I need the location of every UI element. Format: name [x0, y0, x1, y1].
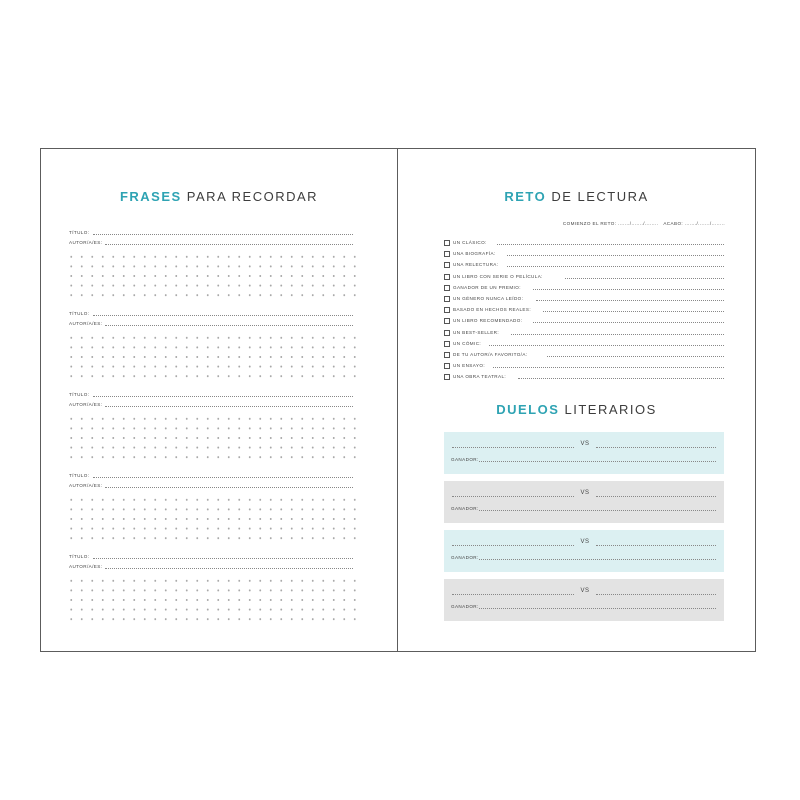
entry-author-field[interactable]: [69, 399, 353, 409]
vs-label: VS: [580, 490, 590, 496]
dotted-line: [507, 255, 724, 256]
duels-title: [398, 402, 755, 417]
checklist-item-label: UNA RELECTURA:: [453, 262, 499, 268]
contender-b-line[interactable]: [596, 594, 716, 595]
checkbox[interactable]: [444, 330, 450, 336]
entry-author-field[interactable]: [69, 237, 353, 247]
notebook-spread: [40, 148, 756, 654]
dotted-line: [93, 558, 353, 559]
dotted-line: [511, 334, 724, 335]
checkbox[interactable]: [444, 285, 450, 291]
dotted-line: [497, 244, 724, 245]
checklist-item[interactable]: [453, 360, 724, 370]
checkbox[interactable]: [444, 341, 450, 347]
checklist-item-label: UN GÉNERO NUNCA LEÍDO:: [453, 296, 524, 301]
entry-title-label: TÍTULO:: [69, 392, 90, 397]
checklist-item[interactable]: [453, 259, 724, 269]
challenge-dates: [563, 221, 725, 226]
checklist-item-label: UN CÓMIC:: [453, 340, 482, 346]
winner-field[interactable]: [451, 601, 716, 611]
duel-box[interactable]: [444, 530, 724, 572]
checklist-item[interactable]: [453, 293, 724, 303]
checklist-item[interactable]: [453, 248, 724, 258]
checklist-item[interactable]: [453, 349, 724, 359]
checklist-item[interactable]: [453, 237, 724, 247]
winner-label: GANADOR:: [451, 555, 479, 560]
checklist-item[interactable]: [453, 271, 724, 281]
dotted-line: [105, 568, 353, 569]
title-rest: LITERARIOS: [559, 402, 657, 417]
dotted-line: [105, 244, 353, 245]
entry-author-label: AUTOR/A/ES:: [69, 321, 103, 326]
checklist-item-label: UN BEST-SELLER:: [453, 329, 500, 335]
checklist-item-label: UN LIBRO CON SERIE O PELÍCULA:: [453, 273, 543, 279]
duel-box[interactable]: [444, 432, 724, 474]
vs-label: VS: [580, 539, 590, 545]
contender-b-line[interactable]: [596, 545, 716, 546]
checklist-item-label: GANADOR DE UN PREMIO:: [453, 284, 521, 290]
checklist-item[interactable]: [453, 304, 724, 314]
checklist-item[interactable]: [453, 315, 724, 325]
checklist-item-label: DE TU AUTOR/A FAVORITO/A:: [453, 352, 528, 357]
winner-field[interactable]: [451, 454, 716, 464]
duel-box[interactable]: [444, 481, 724, 523]
checklist-item-label: BASADO EN HECHOS REALES:: [453, 307, 532, 313]
dot-grid-writing-area[interactable]: [66, 252, 356, 300]
end-date-label[interactable]: ACABO: ......./......./........: [663, 221, 725, 226]
checklist-item-label: UNA BIOGRAFÍA:: [453, 251, 496, 257]
entry-title-label: TÍTULO:: [69, 230, 90, 235]
dotted-line: [479, 559, 716, 560]
dotted-line: [93, 396, 353, 397]
duel-box[interactable]: [444, 579, 724, 621]
dotted-line: [479, 510, 716, 511]
entry-title-label: TÍTULO:: [69, 554, 90, 559]
contender-a-line[interactable]: [452, 594, 574, 595]
dotted-line: [507, 266, 724, 267]
entry-author-label: AUTOR/A/ES:: [69, 240, 103, 245]
winner-field[interactable]: [451, 503, 716, 513]
start-date-label[interactable]: COMIENZO EL RETO: ......./......./........: [562, 221, 659, 226]
checkbox[interactable]: [444, 307, 450, 313]
contender-b-line[interactable]: [596, 447, 716, 448]
title-accent: DUELOS: [496, 402, 560, 417]
dotted-line: [93, 315, 353, 316]
vs-label: VS: [580, 441, 590, 447]
dotted-line: [105, 487, 353, 488]
entry-title-label: TÍTULO:: [69, 473, 90, 478]
dotted-line: [543, 311, 724, 312]
dotted-line: [93, 477, 353, 478]
dotted-line: [536, 300, 724, 301]
checkbox[interactable]: [444, 251, 450, 257]
entry-title-field[interactable]: [69, 389, 353, 399]
checklist-item[interactable]: [453, 338, 724, 348]
entry-author-field[interactable]: [69, 561, 353, 571]
winner-label: GANADOR:: [451, 457, 479, 462]
dotted-line: [565, 278, 724, 279]
contender-a-line[interactable]: [452, 545, 574, 546]
dot-grid-writing-area[interactable]: [66, 333, 356, 381]
checkbox[interactable]: [444, 240, 450, 246]
dotted-line: [489, 345, 724, 346]
checklist-item-label: UNA OBRA TEATRAL:: [453, 374, 507, 380]
entry-title-field[interactable]: [69, 227, 353, 237]
dot-grid-writing-area[interactable]: [66, 495, 356, 543]
contender-a-line[interactable]: [452, 496, 574, 497]
dotted-line: [479, 608, 716, 609]
dotted-line: [533, 289, 724, 290]
title-accent: FRASES: [119, 189, 182, 204]
dotted-line: [547, 356, 724, 357]
checklist-item-label: UN CLÁSICO:: [453, 240, 487, 245]
dot-grid-writing-area[interactable]: [66, 414, 356, 462]
entry-author-label: AUTOR/A/ES:: [69, 483, 103, 488]
winner-label: GANADOR:: [451, 506, 479, 511]
entry-title-field[interactable]: [69, 308, 353, 318]
dotted-line: [493, 367, 724, 368]
left-page-title: [41, 189, 397, 204]
entry-author-label: AUTOR/A/ES:: [69, 564, 103, 569]
entry-author-field[interactable]: [69, 480, 353, 490]
checkbox[interactable]: [444, 262, 450, 268]
checklist-item[interactable]: [453, 282, 724, 292]
entry-title-label: TÍTULO:: [69, 311, 90, 316]
right-page: [397, 148, 756, 652]
winner-field[interactable]: [451, 552, 716, 562]
entry-author-field[interactable]: [69, 318, 353, 328]
vs-label: VS: [580, 588, 590, 594]
checkbox[interactable]: [444, 352, 450, 358]
checklist-item-label: UN LIBRO RECOMENDADO:: [453, 318, 523, 324]
checkbox[interactable]: [444, 296, 450, 302]
checkbox[interactable]: [444, 274, 450, 280]
dotted-line: [533, 322, 724, 323]
title-accent: RETO: [504, 189, 547, 204]
left-page: [40, 148, 398, 652]
entry-author-label: AUTOR/A/ES:: [69, 402, 103, 407]
challenge-title: [398, 189, 755, 204]
checkbox[interactable]: [444, 318, 450, 324]
contender-a-line[interactable]: [452, 447, 574, 448]
checkbox[interactable]: [444, 363, 450, 369]
title-rest: PARA RECORDAR: [181, 189, 319, 204]
entry-title-field[interactable]: [69, 551, 353, 561]
entry-title-field[interactable]: [69, 470, 353, 480]
checklist-item-label: UN ENSAYO:: [453, 363, 485, 369]
dot-grid-writing-area[interactable]: [66, 576, 356, 624]
checklist-item[interactable]: [453, 371, 724, 381]
dotted-line: [105, 325, 353, 326]
dotted-line: [479, 461, 716, 462]
contender-b-line[interactable]: [596, 496, 716, 497]
checklist-item[interactable]: [453, 327, 724, 337]
dotted-line: [93, 234, 353, 235]
winner-label: GANADOR:: [451, 604, 479, 609]
dotted-line: [105, 406, 353, 407]
title-rest: DE LECTURA: [546, 189, 649, 204]
dotted-line: [518, 378, 724, 379]
checkbox[interactable]: [444, 374, 450, 380]
